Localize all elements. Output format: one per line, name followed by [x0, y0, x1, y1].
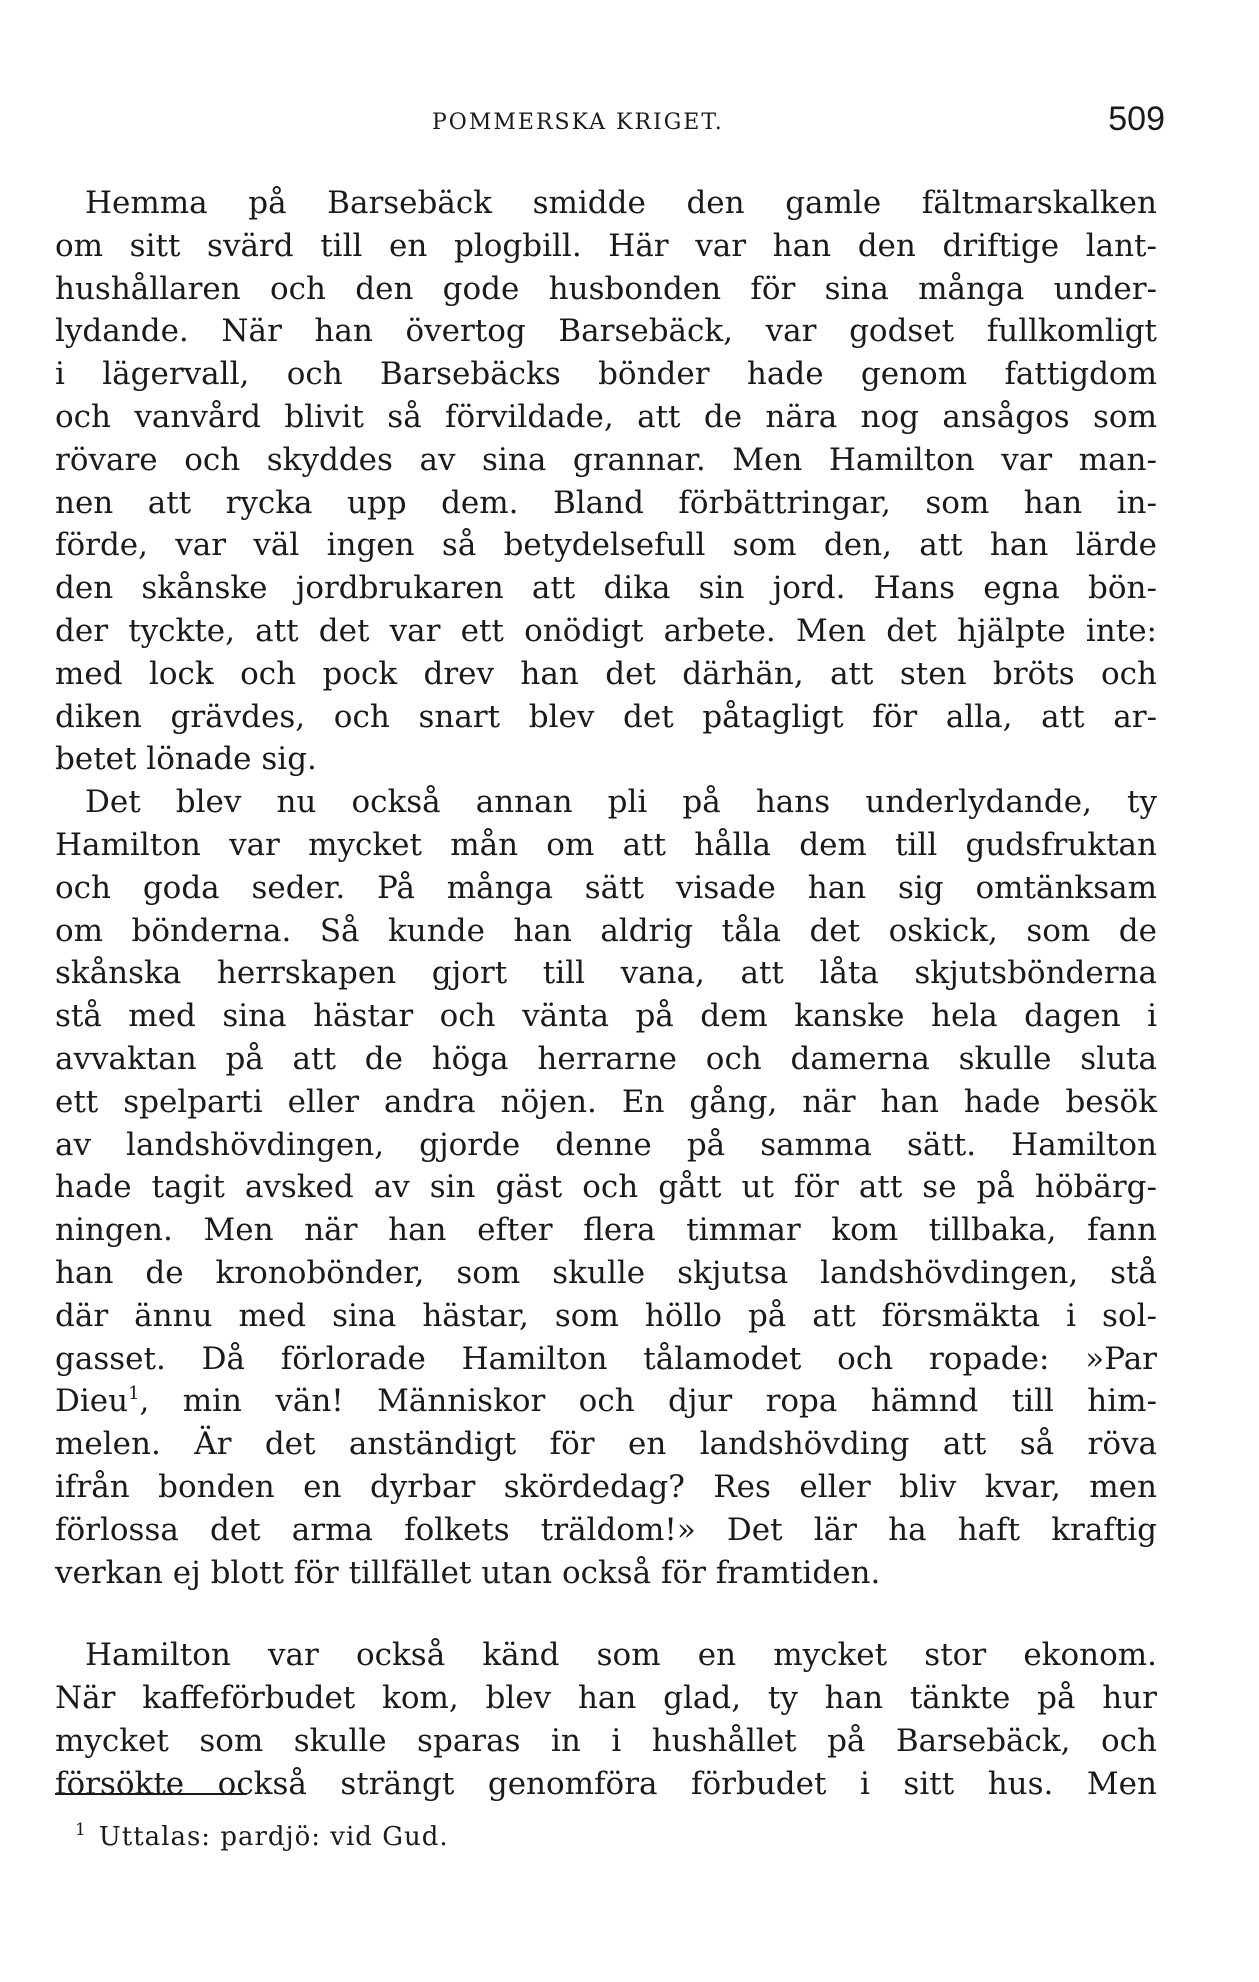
text-line: stå med sina hästar och vänta på dem kanske hela dagen i: [55, 998, 1157, 1035]
text-line: melen. Är det anständigt för en landshövding att så röva: [55, 1426, 1157, 1463]
paragraph-2: [55, 781, 1157, 1594]
footnote-divider: [55, 1793, 247, 1795]
footnote: [75, 1820, 449, 1852]
footnote-ref: 1: [128, 1383, 140, 1405]
running-head: POMMERSKA KRIGET.: [432, 110, 724, 135]
text-line: förlossa det arma folkets träldom!» Det lär ha haft kraftig: [55, 1511, 1157, 1548]
text-line: ett spelparti eller andra nöjen. En gång, när han hade besök: [55, 1083, 1157, 1120]
text-line: Hamilton var mycket mån om att hålla dem till gudsfruktan: [55, 826, 1157, 863]
text-line-rest: , min vän! Människor och djur ropa hämnd till him-: [139, 1383, 1157, 1420]
page-header: [50, 100, 1165, 140]
footnote-mark: 1: [75, 1820, 87, 1840]
text-line: diken grävdes, och snart blev det påtagligt för alla, att ar-: [55, 698, 1157, 735]
text-line: skånska herrskapen gjort till vana, att låta skjutsbönderna: [55, 955, 1157, 992]
text-line: försökte också strängt genomföra förbudet i sitt hus. Men: [55, 1765, 1157, 1802]
paragraph-gap: [55, 1594, 1157, 1634]
text-line: Hamilton var också känd som en mycket stor ekonom.: [85, 1637, 1157, 1674]
paragraph-3: [55, 1634, 1157, 1805]
text-line: i lägervall, och Barsebäcks bönder hade genom fattigdom: [55, 356, 1157, 393]
text-line: Det blev nu också annan pli på hans underlydande, ty: [85, 784, 1157, 821]
text-line: om bönderna. Så kunde han aldrig tåla det oskick, som de: [55, 912, 1157, 949]
text-line: gasset. Då förlorade Hamilton tålamodet och ropade: »Par: [55, 1340, 1157, 1377]
text-line: hushållaren och den gode husbonden för sina många under-: [55, 270, 1157, 307]
text-line: Hemma på Barsebäck smidde den gamle fältmarskalken: [85, 185, 1157, 221]
text-line: där ännu med sina hästar, som höllo på att försmäkta i sol-: [55, 1297, 1157, 1334]
page-number: 509: [1108, 100, 1165, 138]
text-line: förde, var väl ingen så betydelsefull som den, att han lärde: [55, 527, 1157, 564]
body-text: [55, 182, 1157, 1805]
text-line: ifrån bonden en dyrbar skördedag? Res eller bliv kvar, men: [55, 1468, 1157, 1505]
text-line: om sitt svärd till en plogbill. Här var han den driftige lant-: [55, 227, 1157, 264]
text-line: den skånske jordbrukaren att dika sin jord. Hans egna bön-: [55, 570, 1157, 607]
text-line: och goda seder. På många sätt visade han sig omtänksam: [55, 869, 1157, 906]
paragraph-1: [55, 182, 1157, 781]
text-line: ningen. Men när han efter flera timmar kom tillbaka, fann: [55, 1212, 1157, 1249]
text-line: avvaktan på att de höga herrarne och damerna skulle sluta: [55, 1040, 1157, 1077]
text-line: När kaffeförbudet kom, blev han glad, ty han tänkte på hur: [55, 1680, 1157, 1717]
text-line: nen att rycka upp dem. Bland förbättringar, som han in-: [55, 484, 1157, 521]
text-line: lydande. När han övertog Barsebäck, var godset fullkomligt: [55, 313, 1157, 350]
text-line: verkan ej blott för tillfället utan också för framtiden.: [55, 1554, 881, 1591]
text-line: av landshövdingen, gjorde denne på samma sätt. Hamilton: [55, 1126, 1157, 1163]
footnote-text: Uttalas: pardjö: vid Gud.: [98, 1822, 449, 1852]
text-line-with-footnote: [55, 1380, 1157, 1423]
text-line: med lock och pock drev han det därhän, att sten bröts och: [55, 655, 1157, 692]
text-line: han de kronobönder, som skulle skjutsa landshövdingen, stå: [55, 1254, 1157, 1291]
text-line: der tyckte, att det var ett onödigt arbete. Men det hjälpte inte:: [55, 612, 1157, 649]
text-line: mycket som skulle sparas in i hushållet på Barsebäck, och: [55, 1722, 1157, 1759]
text-line: och vanvård blivit så förvildade, att de nära nog ansågos som: [55, 398, 1157, 435]
text-line: betet lönade sig.: [55, 741, 317, 778]
text-line: rövare och skyddes av sina grannar. Men Hamilton var man-: [55, 441, 1157, 478]
text-line: hade tagit avsked av sin gäst och gått ut för att se på höbärg-: [55, 1169, 1157, 1206]
dieu-word: Dieu: [55, 1383, 129, 1420]
